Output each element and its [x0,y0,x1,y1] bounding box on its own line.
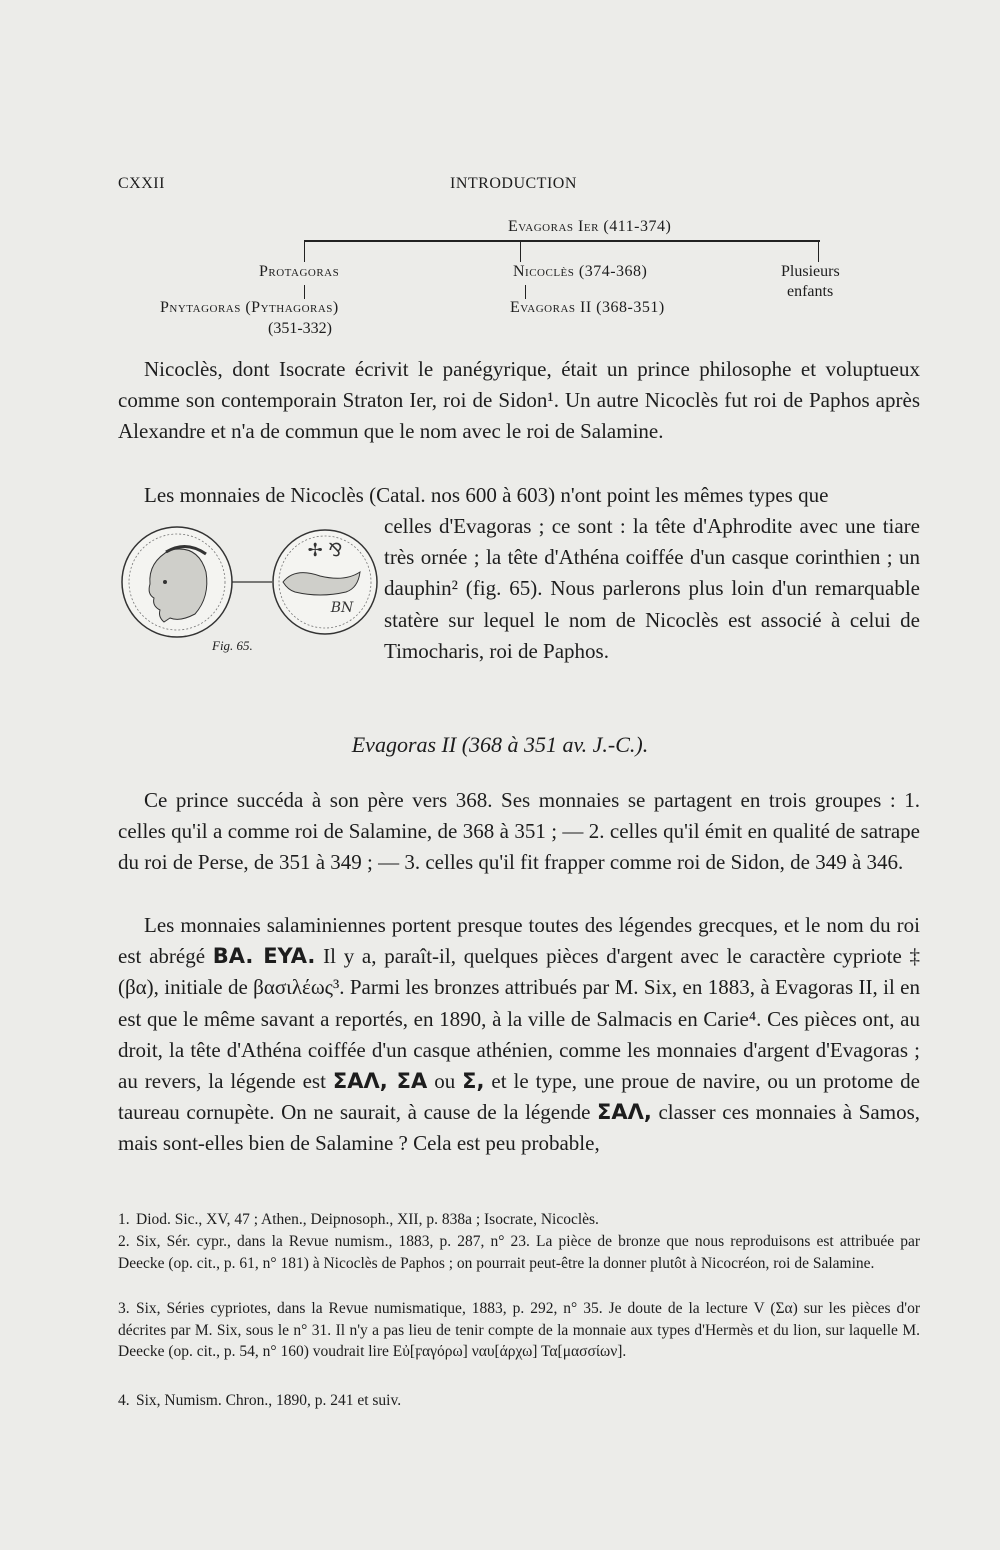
tree-stem-nicocles [525,285,526,299]
coin-legend-top: ✢ ⅋ [307,540,343,561]
paragraph-monnaies-first-line [118,480,920,511]
running-title: INTRODUCTION [450,175,577,192]
paragraph-text: classer ces monnaies à Samos, mais sont-elles bien de Salamine ? Cela est peu probable, [118,1100,920,1156]
coin-obverse [122,527,232,637]
tree-enfants: enfants [787,283,834,300]
paragraph-text: et le type, une proue de navire, ou un protome de taureau cornupète. On ne saurait, à cause de la légende [118,1069,920,1125]
footnote-number: 3. [118,1300,130,1317]
footnote-4 [118,1390,920,1412]
footnote-number: 4. [118,1392,130,1409]
paragraph-salaminiennes [118,910,920,1160]
footnote-number: 2. [118,1233,130,1250]
tree-stem-right [818,240,819,262]
tree-root: Evagoras Ier (411-374) [508,218,672,235]
tree-protagoras: Protagoras [259,263,340,280]
tree-stem-left [304,240,305,262]
figure-caption: Fig. 65. [212,638,253,653]
footnote-text: Six, Séries cypriotes, dans la Revue numismatique, 1883, p. 292, n° 35. Je doute de la lecture V (Σα) sur les pièces d'or décrites par M. Six, sous le n° 31. Il n'y a pas lieu de tenir compte de la monnaie aux types d'Hermès et du lion, sur laquelle M. Deecke (op. cit., p. 54, n° 160) voudrait lire Εὐ[ϝαγόρω] ναυ[άρχω] Τα[μασσίων]. [118,1300,920,1360]
paragraph-text: Ce prince succéda à son père vers 368. Ses monnaies se partagent en trois groupes : 1. celles qu'il a comme roi de Salamine, de 368 à 351 ; — 2. celles qu'il émit en qualité de satrape du roi de Perse, de 351 à 349 ; — 3. celles qu'il fit frapper comme roi de Sidon, de 349 à 346. [118,788,920,875]
tree-bracket [304,240,820,242]
footnote-1 [118,1209,920,1231]
section-heading-text: Evagoras II (368 à 351 av. J.-C.). [351,732,649,757]
paragraph-text: Les monnaies de Nicoclès (Catal. nos 600 à 603) n'ont point les mêmes types que [144,483,829,507]
paragraph-text: Nicoclès, dont Isocrate écrivit le panégyrique, était un prince philosophe et voluptueux comme son contemporain Straton Ier, roi de Sidon¹. Un autre Nicoclès fut roi de Paphos après Alexandre et n'a de commun que le nom avec le roi de Salamine. [118,357,920,444]
tree-pnytagoras-dates: (351-332) [268,320,332,337]
footnote-text: Six, Sér. cypr., dans la Revue numism., 1883, p. 287, n° 23. La pièce de bronze que nous reproduisons est attribuée par Deecke (op. cit., p. 61, n° 181) à Nicoclès de Paphos ; on pourrait peut-être la donner plutôt à Nicocréon, roi de Salamine. [118,1233,920,1272]
coin-legend-bottom: BN [330,600,354,616]
paragraph-evagoras-ii [118,785,920,879]
tree-stem-center [520,240,521,262]
greek-legend: BA. EYA. [212,944,316,969]
paragraph-text: Il y a, paraît-il, quelques pièces d'argent avec le caractère cypriote ‡ (βα), initiale de βασιλέως³. Parmi les bronzes attribués par M. Six, en 1883, à Evagoras II, il en est que le même savant a reportés, en 1890, à la ville de Salmacis en Carie⁴. Ces pièces ont, au droit, la tête d'Athéna coiffée d'un casque athénien, comme les monnaies d'argent d'Evagoras ; au revers, la légende est [118,944,921,1094]
greek-legend: Σ, [462,1069,485,1094]
tree-pnytagoras: Pnytagoras (Pythagoras) [160,299,339,316]
coin-illustration [120,522,380,647]
greek-legend: ΣΑΛ, ΣΑ [332,1069,428,1094]
paragraph-monnaies-wrapped: celles d'Evagoras ; ce sont : la tête d'Aphrodite avec une tiare très ornée ; la tête d'Athéna coiffée d'un casque corinthien ; un dauphin² (fig. 65). Nous parlerons plus loin d'un remarquable statère sur lequel le nom de Nicoclès est associé à celui de Timocharis, roi de Paphos. [384,514,920,663]
tree-stem-protagoras [304,285,305,299]
tree-nicocles: Nicoclès (374-368) [513,263,648,280]
page-number: CXXII [118,175,165,192]
paragraph-text: Les monnaies salaminiennes portent presque toutes des légendes grecques, et le nom du roi est abrégé [118,913,920,969]
tree-evagoras-ii: Evagoras II (368-351) [510,299,665,316]
footnote-text: Six, Numism. Chron., 1890, p. 241 et suiv. [136,1392,402,1409]
greek-legend: ΣΑΛ, [597,1100,652,1125]
footnote-2 [118,1231,920,1274]
paragraph-text: ou [434,1069,456,1094]
footnote-text: Diod. Sic., XV, 47 ; Athen., Deipnosoph., XII, p. 838a ; Isocrate, Nicoclès. [136,1211,599,1228]
footnote-3 [118,1298,920,1363]
tree-plusieurs: Plusieurs [781,263,840,280]
paragraph-nicocles [118,354,920,448]
coin-reverse [273,530,377,634]
footnote-number: 1. [118,1211,130,1228]
section-heading [0,732,1000,758]
